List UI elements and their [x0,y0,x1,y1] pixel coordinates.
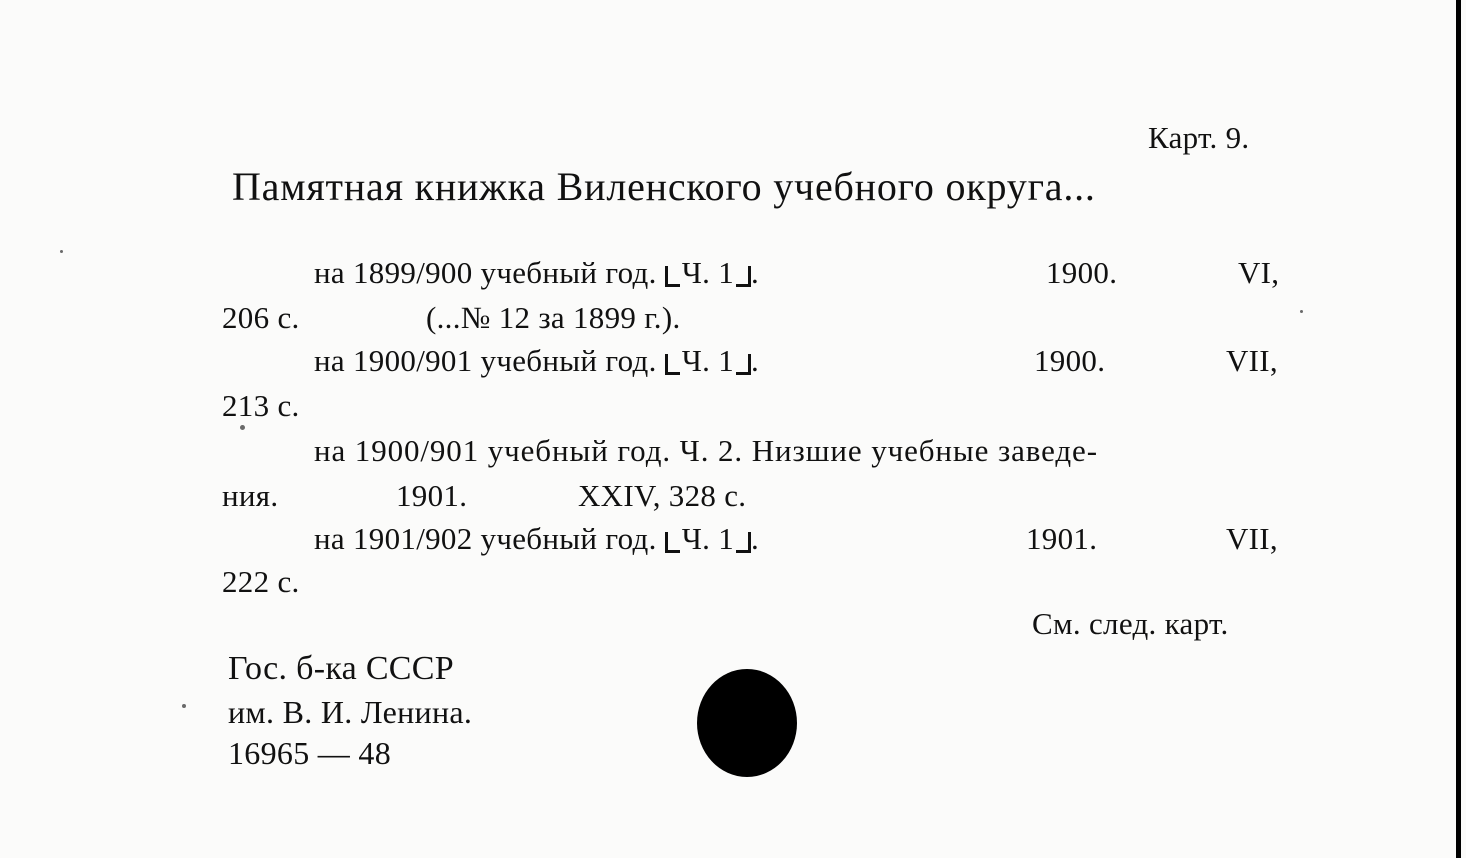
entry-part: Ч. 1 [681,521,735,556]
entry-2-year: 1900. [1034,343,1106,378]
scan-speck [1300,310,1303,313]
entry-part: Ч. 1 [681,255,735,290]
library-line-1: Гос. б-ка СССР [228,650,454,687]
library-line-2: им. В. И. Ленина. [228,694,473,730]
entry-4-pages-rest: 222 с. [222,564,300,599]
card-edge-line [1456,0,1461,858]
scan-speck [182,704,186,708]
bracket-close [736,532,751,553]
entry-volume: на 1900/901 учебный год. [314,343,657,378]
scan-speck [60,250,63,253]
entry-3-line-1: на 1900/901 учебный год. Ч. 2. Низшие учебные заведе- [314,433,1098,468]
entry-3-line-2-start: ния. [222,478,279,513]
entry-1-year: 1900. [1046,255,1118,290]
entry-1-pages-rest: 206 с. [222,300,300,335]
punch-hole [697,669,797,777]
bracket-open [665,266,680,287]
entry-part: Ч. 1 [681,343,735,378]
entry-3-year: 1901. [396,478,468,513]
entry-4-line-1: на 1901/902 учебный год. Ч. 1 . [314,521,760,556]
entry-2-pages-rest: 213 с. [222,388,300,423]
library-line-3: 16965 — 48 [228,735,391,771]
entry-4-pages-first: VII, [1226,521,1278,556]
entry-1-pages-first: VI, [1238,255,1280,290]
bracket-open [665,354,680,375]
card-number: Карт. 9. [1148,120,1250,155]
entry-2-line-1: на 1900/901 учебный год. Ч. 1 . [314,343,760,378]
bracket-close [736,354,751,375]
card-title: Памятная книжка Виленского учебного округа... [232,164,1096,209]
see-next-card: См. след. карт. [1032,606,1229,641]
entry-volume: на 1901/902 учебный год. [314,521,657,556]
entry-1-line-1: на 1899/900 учебный год. Ч. 1 . [314,255,760,290]
entry-4-year: 1901. [1026,521,1098,556]
bracket-open [665,532,680,553]
entry-volume: на 1899/900 учебный год. [314,255,657,290]
bracket-close [736,266,751,287]
entry-1-note: (...№ 12 за 1899 г.). [426,300,681,335]
scan-speck [240,425,245,430]
entry-2-pages-first: VII, [1226,343,1278,378]
entry-3-pages: XXIV, 328 с. [578,478,747,513]
